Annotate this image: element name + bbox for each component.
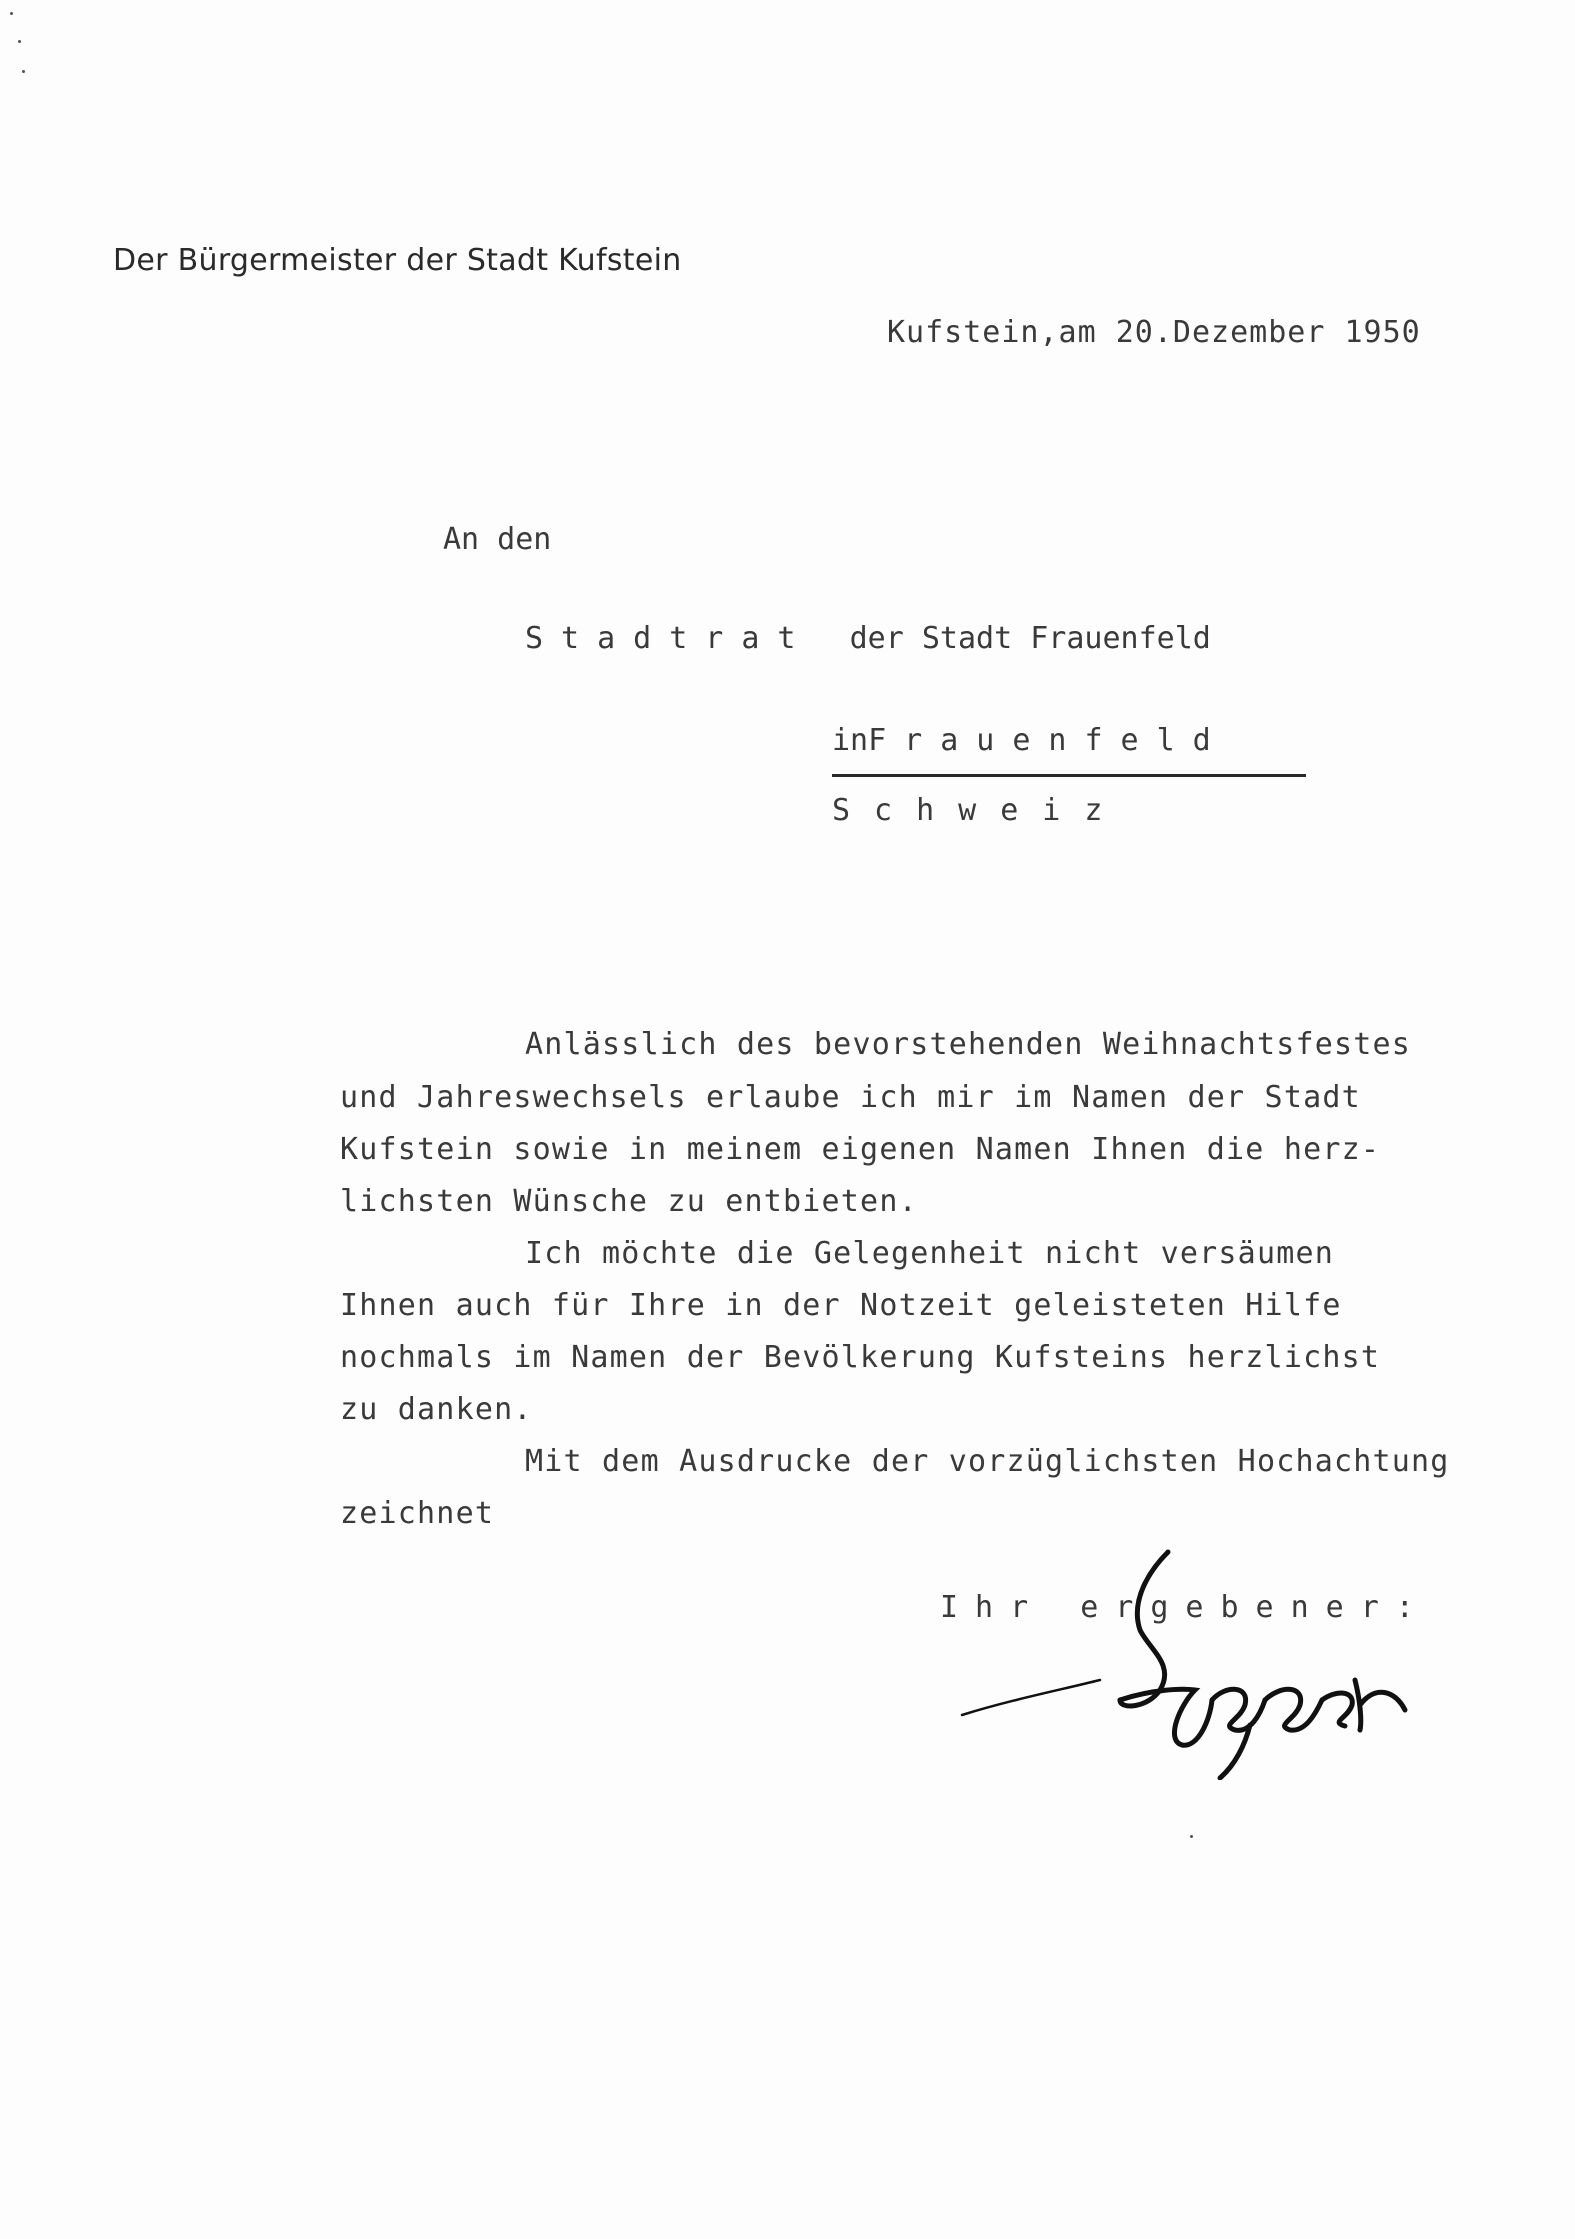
city-underline (832, 774, 1306, 777)
scan-speck (10, 12, 13, 15)
body-line: Ihnen auch für Ihre in der Notzeit geleisteten Hilfe (340, 1288, 1342, 1323)
date-line: Kufstein,am 20.Dezember 1950 (887, 315, 1421, 350)
scan-speck (1190, 1835, 1193, 1838)
salutation: An den (443, 522, 552, 557)
recipient-city-line (832, 723, 1229, 758)
closing: Ihr ergebener: (940, 1590, 1431, 1625)
scan-speck (22, 70, 25, 73)
body-line: Anlässlich des bevorstehenden Weihnachtsfestes (525, 1027, 1412, 1062)
recipient-title: Stadtrat (525, 621, 814, 656)
body-line: lichsten Wünsche zu entbieten. (340, 1184, 918, 1219)
recipient-title-rest: der Stadt Frauenfeld (849, 621, 1211, 656)
handwritten-signature (950, 1540, 1430, 1780)
recipient-city-prefix: in (832, 723, 869, 758)
body-line: Mit dem Ausdrucke der vorzüglichsten Hochachtung (525, 1444, 1450, 1479)
body-line: zu danken. (340, 1392, 533, 1427)
body-line: Ich möchte die Gelegenheit nicht versäumen (525, 1236, 1334, 1271)
recipient-country: Schweiz (832, 793, 1127, 828)
body-line: Kufstein sowie in meinem eigenen Namen Ihnen die herz- (340, 1132, 1381, 1167)
body-line: und Jahreswechsels erlaube ich mir im Namen der Stadt (340, 1080, 1361, 1115)
scan-speck (18, 40, 21, 43)
recipient-city: Frauenfeld (868, 723, 1229, 758)
body-line: zeichnet (340, 1496, 495, 1531)
recipient-line (525, 621, 1211, 656)
letterhead: Der Bürgermeister der Stadt Kufstein (113, 243, 682, 278)
body-line: nochmals im Namen der Bevölkerung Kufsteins herzlichst (340, 1340, 1381, 1375)
